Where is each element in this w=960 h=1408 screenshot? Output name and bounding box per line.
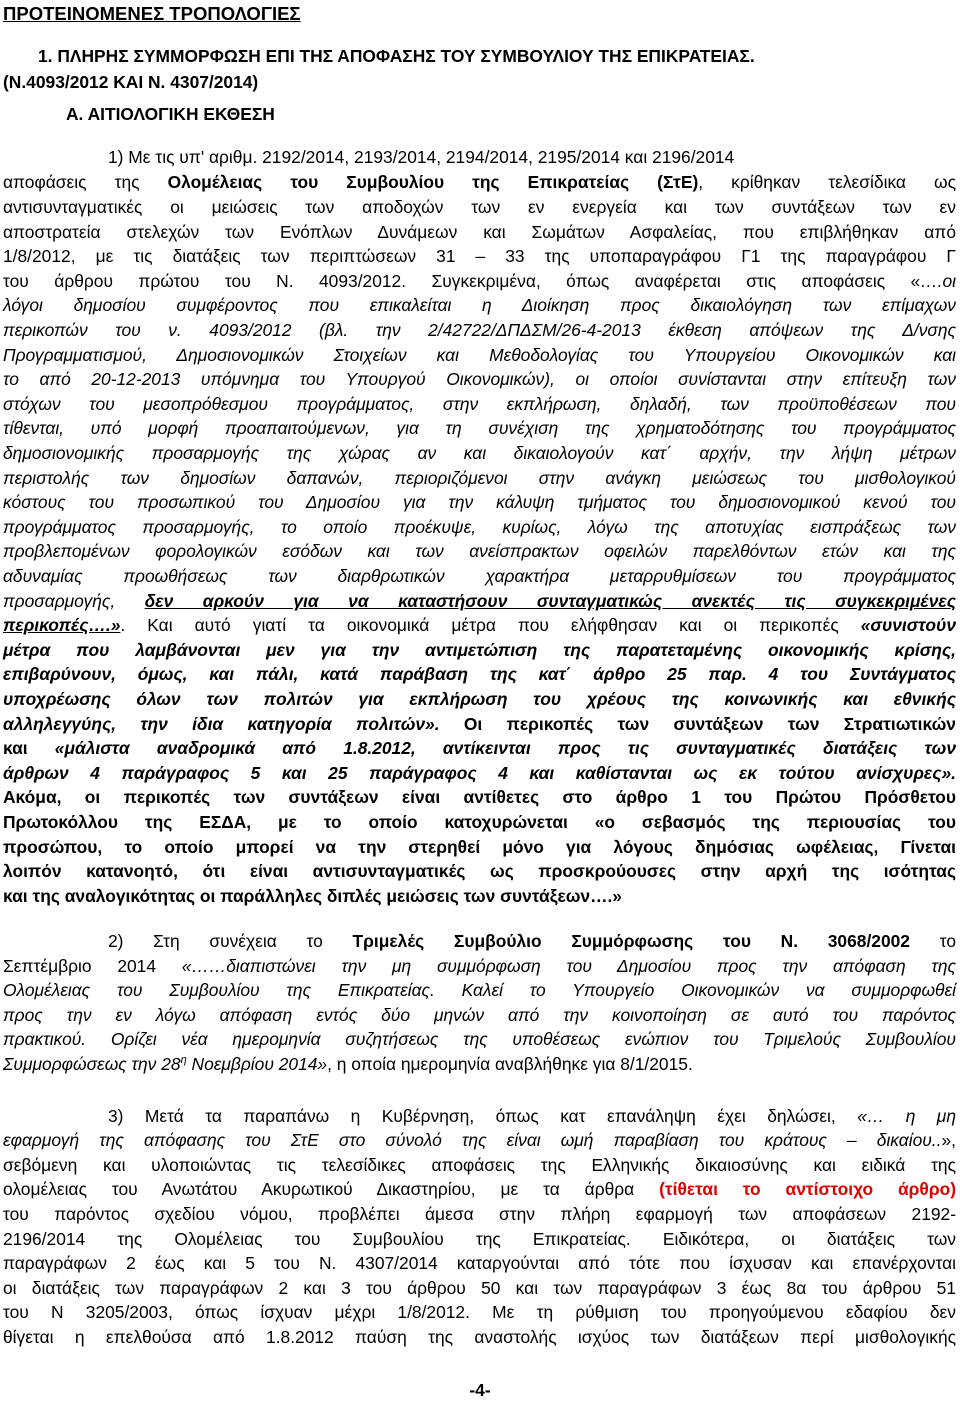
paragraph-line: πρακτικού. Ορίζει νέα ημερομηνία συζητήσεως της υποθέσεως ενώπιον του Τριμελούς Συμβουλίου (3, 1029, 956, 1049)
document-heading: ΠΡΟΤΕΙΝΟΜΕΝΕΣ ΤΡΟΠΟΛΟΓΙΕΣ (3, 3, 301, 24)
paragraph-line: αποστρατεία στελεχών των Ενόπλων Δυνάμεων και Σωμάτων Ασφαλείας, που επιβλήθηκαν από (3, 222, 956, 242)
paragraph-line: κόστους του προσωπικού του Δημοσίου για την κάλυψη τμήματος του δημοσιονομικού κενού του (3, 492, 956, 512)
paragraph-line: προβλεπομένων φορολογικών εσόδων και των ανείσπρακτων οφειλών παρελθόντων ετών και της (3, 541, 956, 561)
paragraph-line: 1/8/2012, με τις διατάξεις των περιπτώσεων 31 – 33 της υποπαραγράφου Γ1 της παραγράφου Γ (3, 246, 956, 266)
paragraph-line: Συμμορφώσεως την $28^\eta$ Νοεμβρίου 2014», η οποία ημερομηνία αναβλήθηκε για 8/1/2015. (3, 1054, 693, 1074)
paragraph-line: προγράμματος προσαρμογής, το οποίο προέκυψε, κυρίως, λόγω της αποτυχίας εισπράξεως των (3, 517, 956, 537)
paragraph-line: στόχων του μεσοπρόθεσμου προγράμματος, στην εκπλήρωση, δηλαδή, των προϋποθέσεων που (3, 394, 956, 414)
paragraph-line: και «μάλιστα αναδρομικά από 1.8.2012, αντίκεινται προς τις συνταγματικές διατάξεις των (3, 738, 956, 758)
paragraph-line: θίγεται η επελθούσα από 1.8.2012 παύση της αναστολής ισχύος των διατάξεων περί μισθολογικής (3, 1327, 956, 1347)
paragraph-line: Ακόμα, οι περικοπές των συντάξεων είναι αντίθετες στο άρθρο 1 του Πρώτου Πρόσθετου (3, 787, 956, 807)
paragraph-line: εφαρμογή της απόφασης του ΣτΕ στο σύνολό της είναι ωμή παραβίαση του κράτους – δικαίου..», (3, 1130, 956, 1150)
paragraph-line: δημοσιονομικής προσαρμογής της χώρας αν και δικαιολογούν κατ΄ αρχήν, την λήψη μέτρων (3, 443, 956, 463)
paragraph-line: ολομέλειας του Ανωτάτου Ακυρωτικού Δικαστηρίου, με τα άρθρα (τίθεται το αντίστοιχο άρθρο) (3, 1179, 956, 1199)
paragraph-line: λόγοι δημοσίου συμφέροντος που επικαλείται η Διοίκηση προς δικαιολόγηση των επίμαχων (3, 295, 956, 315)
paragraph-line: προς την εν λόγω απόφαση εντός δύο μηνών από την κοινοποίηση σε αυτό του παρόντος (3, 1005, 956, 1025)
paragraph-line: του άρθρου πρώτου του Ν. 4093/2012. Συγκεκριμένα, όπως αναφέρεται στις αποφάσεις «….οι (3, 271, 956, 291)
paragraph-line: Ολομέλειας του Συμβουλίου της Επικρατείας. Καλεί το Υπουργείο Οικονομικών να συμμορφωθεί (3, 980, 956, 1000)
paragraph-line: περιστολής των δημοσίων δαπανών, περιοριζόμενοι στην ανάγκη μειώσεως του μισθολογικού (3, 468, 956, 488)
paragraph-line: 3) Μετά τα παραπάνω η Κυβέρνηση, όπως κατ επανάληψη έχει δηλώσει, «… η μη (108, 1106, 956, 1126)
paragraph-line: αποφάσεις της Ολομέλειας του Συμβουλίου της Επικρατείας (ΣτΕ), κρίθηκαν τελεσίδικα ως (3, 172, 956, 192)
paragraph-line: Προγραμματισμού, Δημοσιονομικών Στοιχείων και Μεθοδολογίας του Υπουργείου Οικονομικών και (3, 345, 956, 365)
paragraph-line: αντισυνταγματικές οι μειώσεις των αποδοχών των εν ενεργεία και των συντάξεων των εν (3, 197, 956, 217)
paragraph-line: τίθενται, υπό μορφή προαπαιτούμενων, για τη συνέχιση της χρηματοδότησης του προγράμματος (3, 418, 956, 438)
paragraph-line: αδυναμίας προωθήσεως των διαρθρωτικών χαρακτήρα μεταρρυθμίσεων του προγράμματος (3, 566, 956, 586)
paragraph-line: μέτρα που λαμβάνονται μεν για την αντιμετώπιση της παρατεταμένης οικονομικής κρίσης, (3, 640, 956, 660)
paragraph-line: οι διατάξεις των παραγράφων 2 και 3 του άρθρου 50 και των παραγράφων 3 έως 8α του άρθρου 51 (3, 1278, 956, 1298)
paragraph-line: σεβόμενη και υλοποιώντας τις τελεσίδικες αποφάσεις της Ελληνικής δικαιοσύνης και ειδικά της (3, 1155, 956, 1175)
paragraph-line: 2196/2014 της Ολομέλειας του Συμβουλίου της Επικρατείας. Ειδικότερα, οι διατάξεις των (3, 1229, 956, 1249)
paragraph-line: προσαρμογής, δεν αρκούν για να καταστήσουν συνταγματικώς ανεκτές τις συγκεκριμένες (3, 591, 957, 611)
paragraph-line: λοιπόν κατανοητό, ότι είναι αντισυνταγματικές ως προσκρούουσες στην αρχή της ισότητας (3, 861, 956, 881)
paragraph-line: άρθρων 4 παράγραφος 5 και 25 παράγραφος 4 και καθίστανται ως εκ τούτου ανίσχυρες». (3, 763, 956, 783)
paragraph-line: υποχρέωσης όλων των πολιτών για εκπλήρωση του χρέους της κοινωνικής και εθνικής (3, 689, 956, 709)
paragraph-line: και της αναλογικότητας οι παράλληλες διπλές μειώσεις των συντάξεων….» (3, 886, 622, 906)
paragraph-line: περικοπών του ν. 4093/2012 (βλ. την 2/42722/ΔΠΔΣΜ/26-4-2013 έκθεση απόψεων της Δ/νσης (3, 320, 956, 340)
paragraph-line: Πρωτοκόλλου της ΕΣΔΑ, με το οποίο κατοχυρώνεται «ο σεβασμός της περιουσίας του (3, 812, 956, 832)
paragraph-line: Σεπτέμβριο 2014 «……διαπιστώνει την μη συμμόρφωση του Δημοσίου προς την απόφαση της (3, 956, 956, 976)
paragraph-line: παραγράφων 2 έως και 5 του Ν. 4307/2014 καταργούνται από τότε που ίσχυσαν και επανέρχονται (3, 1253, 956, 1273)
article-placeholder: (τίθεται το αντίστοιχο άρθρο) (659, 1179, 956, 1199)
page-number: -4- (469, 1380, 491, 1400)
paragraph-line: 2) Στη συνέχεια το Τριμελές Συμβούλιο Συμμόρφωσης του Ν. 3068/2002 το (108, 931, 956, 951)
paragraph-line: επιβαρύνουν, όμως, και πάλι, κατά παράβαση της κατ΄ άρθρο 25 παρ. 4 του Συντάγματος (3, 664, 956, 684)
paragraph-line: του παρόντος σχεδίου νόμου, προβλέπει άμεσα στην πλήρη εφαρμογή των αποφάσεων 2192- (3, 1204, 956, 1224)
paragraph-line: 1) Με τις υπ' αριθμ. 2192/2014, 2193/2014, 2194/2014, 2195/2014 και 2196/2014 (108, 147, 735, 167)
section-title-line2: (Ν.4093/2012 ΚΑΙ Ν. 4307/2014) (3, 72, 259, 92)
section-title-line1: 1. ΠΛΗΡΗΣ ΣΥΜΜΟΡΦΩΣΗ ΕΠΙ ΤΗΣ ΑΠΟΦΑΣΗΣ ΤΟΥ ΣΥΜΒΟΥΛΙΟΥ ΤΗΣ ΕΠΙΚΡΑΤΕΙΑΣ. (38, 46, 755, 66)
paragraph-line: αλληλεγγύης, την ίδια κατηγορία πολιτών». Οι περικοπές των συντάξεων των Στρατιωτικών (3, 714, 956, 734)
paragraph-line: περικοπές….». Και αυτό γιατί τα οικονομικά μέτρα που ελήφθησαν και οι περικοπές «συνιστούν (3, 615, 956, 635)
paragraph-line: προσώπου, το οποίο μπορεί να την στερηθεί μόνο για λόγους δημόσιας ωφέλειας, Γίνεται (3, 837, 956, 857)
paragraph-line: το από 20-12-2013 υπόμνημα του Υπουργού Οικονομικών), οι οποίοι συνίστανται στην επίτευξη των (3, 369, 956, 389)
section-subtitle: Α. ΑΙΤΙΟΛΟΓΙΚΗ ΕΚΘΕΣΗ (66, 104, 275, 124)
paragraph-line: του Ν 3205/2003, όπως ίσχυαν μέχρι 1/8/2012. Με τη ρύθμιση του προηγούμενου εδαφίου δεν (3, 1302, 956, 1322)
